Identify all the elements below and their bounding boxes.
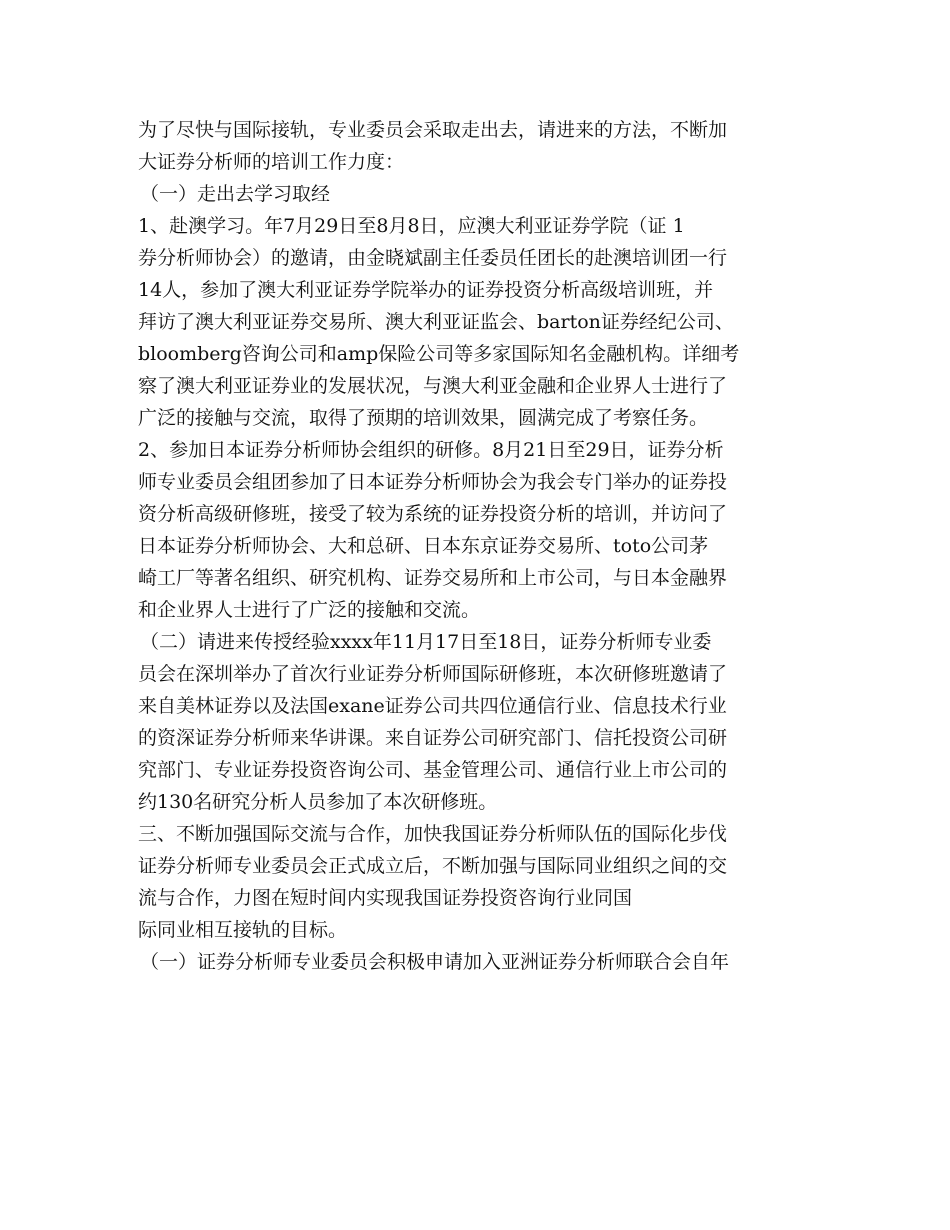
text-line: 和企业界人士进行了广泛的接触和交流。 <box>138 599 481 621</box>
text-line: 广泛的接触与交流，取得了预期的培训效果，圆满完成了考察任务。 <box>138 407 709 429</box>
text-line: 2、参加日本证券分析师协会组织的研修。8月21日至29日，证券分析 <box>138 439 724 461</box>
text-line: 约130名研究分析人员参加了本次研修班。 <box>138 791 498 813</box>
text-line: 日本证券分析师协会、大和总研、日本东京证券交易所、toto公司茅 <box>138 535 709 557</box>
text-line: 师专业委员会组团参加了日本证券分析师协会为我会专门举办的证券投 <box>138 471 728 493</box>
text-line: 大证券分析师的培训工作力度： <box>138 151 405 173</box>
text-line: 际同业相互接轨的目标。 <box>138 919 348 941</box>
text-line: 证券分析师专业委员会正式成立后，不断加强与国际同业组织之间的交 <box>138 855 728 877</box>
text-line: bloomberg咨询公司和amp保险公司等多家国际知名金融机构。详细考 <box>138 343 740 365</box>
text-line: 流与合作，力图在短时间内实现我国证券投资咨询行业同国 <box>138 887 633 909</box>
text-line: 为了尽快与国际接轨，专业委员会采取走出去，请进来的方法，不断加 <box>138 119 728 141</box>
text-line: 来自美林证券以及法国exane证券公司共四位通信行业、信息技术行业 <box>138 695 727 717</box>
document-body <box>138 114 838 978</box>
section-heading: 三、不断加强国际交流与合作，加快我国证券分析师队伍的国际化步伐 <box>138 823 728 845</box>
section-heading: （二）请进来传授经验xxxx年11月17日至18日，证券分析师专业委 <box>140 631 712 653</box>
text-line: 1、赴澳学习。年7月29日至8月8日，应澳大利亚证券学院（证 1 <box>138 215 685 237</box>
text-line: 拜访了澳大利亚证券交易所、澳大利亚证监会、barton证券经纪公司、 <box>138 311 734 333</box>
text-line: 崎工厂等著名组织、研究机构、证券交易所和上市公司，与日本金融界 <box>138 567 728 589</box>
text-line: 资分析高级研修班，接受了较为系统的证券投资分析的培训，并访问了 <box>138 503 728 525</box>
text-line: 员会在深圳举办了首次行业证券分析师国际研修班，本次研修班邀请了 <box>138 663 728 685</box>
section-heading: （一）走出去学习取经 <box>140 183 331 205</box>
text-line: 券分析师协会）的邀请，由金晓斌副主任委员任团长的赴澳培训团一行 <box>138 247 728 269</box>
section-heading: （一）证券分析师专业委员会积极申请加入亚洲证券分析师联合会自年 <box>140 951 730 973</box>
text-line: 14人，参加了澳大利亚证券学院举办的证券投资分析高级培训班，并 <box>138 279 714 301</box>
text-line: 究部门、专业证券投资咨询公司、基金管理公司、通信行业上市公司的 <box>138 759 728 781</box>
text-line: 察了澳大利亚证券业的发展状况，与澳大利亚金融和企业界人士进行了 <box>138 375 728 397</box>
text-line: 的资深证券分析师来华讲课。来自证券公司研究部门、信托投资公司研 <box>138 727 728 749</box>
